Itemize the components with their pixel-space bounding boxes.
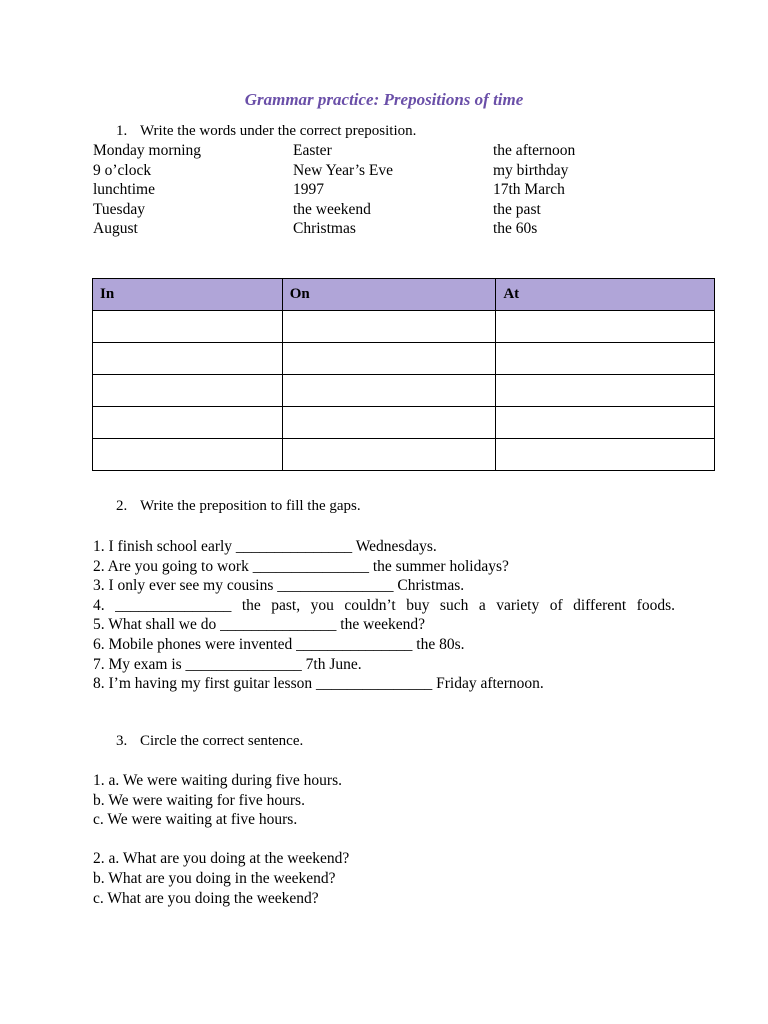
answer-cell[interactable] xyxy=(282,375,496,407)
word-item: the weekend xyxy=(293,200,371,218)
gap-sentence: 2. Are you going to work _______________ the summer holidays? xyxy=(93,557,509,575)
answer-cell[interactable] xyxy=(496,343,715,375)
table-row xyxy=(93,311,715,343)
answer-cell[interactable] xyxy=(93,375,283,407)
word-row xyxy=(93,200,693,220)
section-1-heading xyxy=(116,123,416,140)
word-row xyxy=(93,219,693,239)
answer-cell[interactable] xyxy=(93,343,283,375)
word-item: 17th March xyxy=(493,181,565,199)
word-item: the past xyxy=(493,200,541,218)
word-item: Christmas xyxy=(293,220,356,238)
gap-sentence: 5. What shall we do _______________ the weekend? xyxy=(93,616,426,634)
page-title: Grammar practice: Prepositions of time xyxy=(244,90,524,109)
column-header-on: On xyxy=(282,279,496,311)
word-item: Tuesday xyxy=(93,200,145,218)
answer-cell[interactable] xyxy=(282,311,496,343)
gap-sentence: 3. I only ever see my cousins _______________ Christmas. xyxy=(93,577,465,595)
table-header-row xyxy=(93,279,715,311)
spacer xyxy=(93,830,693,850)
word-item: Monday morning xyxy=(93,142,202,159)
gap-sentence: 4. _______________ the past, you couldn’t buy such a variety of different foods. xyxy=(93,596,675,614)
gap-fill-list xyxy=(93,537,675,694)
word-row xyxy=(93,180,693,200)
table-row xyxy=(93,375,715,407)
word-item: my birthday xyxy=(493,161,569,179)
multiple-choice-list xyxy=(93,771,693,908)
word-item: August xyxy=(93,220,138,238)
section-2-number: 2. xyxy=(116,498,128,514)
gap-sentence: 1. I finish school early _______________ Wednesdays. xyxy=(93,538,437,555)
section-2-heading xyxy=(116,498,361,515)
choice-option[interactable]: 1. a. We were waiting during five hours. xyxy=(93,772,342,789)
word-item: Easter xyxy=(293,142,332,159)
gap-sentence: 7. My exam is _______________ 7th June. xyxy=(93,655,362,673)
preposition-table xyxy=(92,278,715,471)
choice-option[interactable]: b. We were waiting for five hours. xyxy=(93,791,305,809)
word-item: 1997 xyxy=(293,181,324,199)
table-row xyxy=(93,407,715,439)
section-1-instruction: Write the words under the correct preposition. xyxy=(140,123,417,139)
answer-cell[interactable] xyxy=(93,439,283,471)
answer-cell[interactable] xyxy=(282,439,496,471)
choice-option[interactable]: c. We were waiting at five hours. xyxy=(93,811,298,829)
section-3-instruction: Circle the correct sentence. xyxy=(140,733,304,749)
answer-cell[interactable] xyxy=(93,311,283,343)
answer-cell[interactable] xyxy=(496,407,715,439)
section-1-number: 1. xyxy=(116,123,128,139)
word-row xyxy=(93,161,693,181)
table-row xyxy=(93,343,715,375)
word-item: 9 o’clock xyxy=(93,161,152,179)
choice-option[interactable]: b. What are you doing in the weekend? xyxy=(93,869,336,887)
choice-option[interactable]: 2. a. What are you doing at the weekend? xyxy=(93,850,350,868)
gap-sentence: 6. Mobile phones were invented _______________ the 80s. xyxy=(93,635,465,653)
word-row xyxy=(93,141,693,161)
word-item: the afternoon xyxy=(493,142,576,159)
word-item: lunchtime xyxy=(93,181,155,199)
gap-sentence: 8. I’m having my first guitar lesson _______________ Friday afternoon. xyxy=(93,675,544,693)
answer-cell[interactable] xyxy=(496,375,715,407)
answer-cell[interactable] xyxy=(496,439,715,471)
choice-option[interactable]: c. What are you doing the weekend? xyxy=(93,889,319,907)
table-row xyxy=(93,439,715,471)
column-header-at: At xyxy=(496,279,715,311)
word-item: New Year’s Eve xyxy=(293,161,394,179)
answer-cell[interactable] xyxy=(496,311,715,343)
answer-cell[interactable] xyxy=(93,407,283,439)
column-header-in: In xyxy=(93,279,283,311)
section-3-number: 3. xyxy=(116,733,128,749)
answer-cell[interactable] xyxy=(282,407,496,439)
section-3-heading xyxy=(116,733,303,750)
section-2-instruction: Write the preposition to fill the gaps. xyxy=(140,498,361,514)
answer-cell[interactable] xyxy=(282,343,496,375)
word-item: the 60s xyxy=(493,220,538,238)
word-list xyxy=(93,141,693,239)
